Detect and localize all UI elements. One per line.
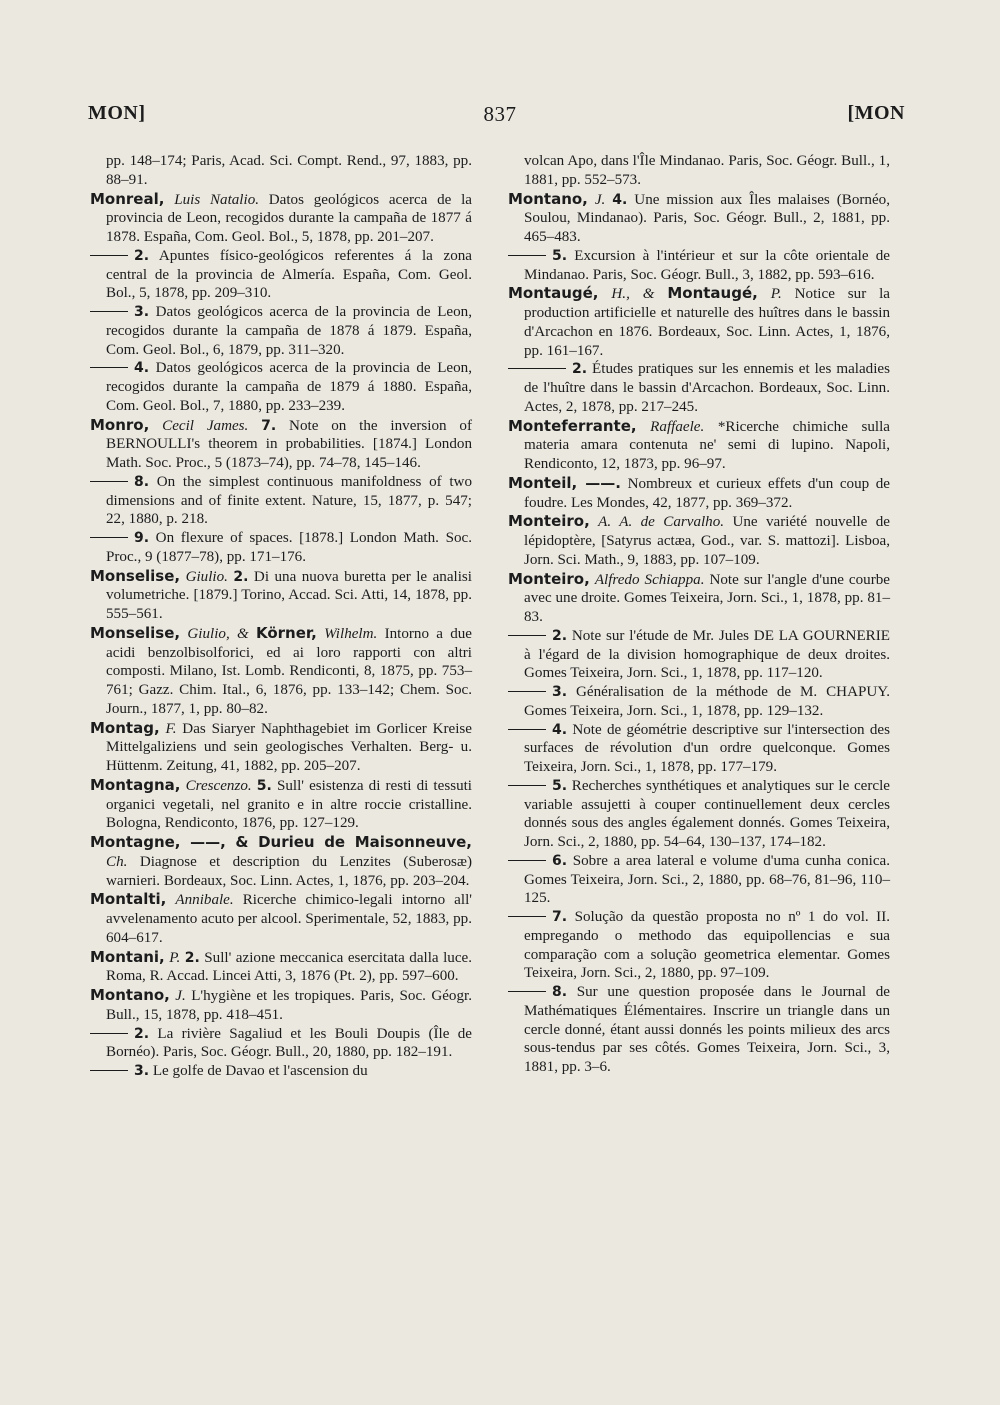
entry-text: Le golfe de Davao et l'ascension du — [149, 1063, 368, 1079]
entry-number: 2. — [552, 627, 568, 644]
bibliography-entry — [90, 152, 472, 190]
author-name: Montani, — [90, 947, 165, 966]
bibliography-entry — [508, 247, 890, 285]
author-given-name: P. — [169, 949, 181, 966]
author-given-name: Giulio, & — [187, 625, 256, 642]
entry-text: Datos geológicos acerca de la provincia de Leon, recogidos durante la campaña de 1877 á 1878. España, Com. Geol. Bol., 5, 1878, pp. 201–207. — [106, 191, 472, 245]
author-given-name: F. — [165, 720, 177, 737]
bibliography-entry — [508, 721, 890, 777]
bibliography-entry — [90, 624, 472, 719]
entry-number: 7. — [552, 909, 568, 925]
bibliography-entry — [508, 190, 890, 247]
entry-text: Solução da questão proposta no nº 1 do vol. II. empregando o methodo das equipollencias e sua comparação com a solução geometrica elementar. Gomes Teixeira, Jorn. Sci., 2, 1880, pp. 97–109. — [524, 909, 890, 982]
author-given-name: Cecil James. — [162, 417, 249, 434]
author-given-name: Raffaele. — [650, 418, 705, 435]
ditto-dash — [508, 785, 546, 786]
bibliography-entry — [90, 359, 472, 415]
entry-text: Généralisation de la méthode de M. CHAPUY. Gomes Teixeira, Jorn. Sci., 1, 1878, pp. 129–132. — [524, 684, 890, 719]
author-name: Monreal, — [90, 189, 165, 208]
entry-text: La rivière Sagaliud et les Bouli Doupis (Île de Bornéo). Paris, Soc. Géogr. Bull., 20, 1880, pp. 182–191. — [106, 1025, 472, 1061]
ditto-dash — [90, 311, 128, 312]
entry-number: 4. — [552, 721, 568, 738]
author-name: Monteiro, — [508, 569, 590, 588]
entry-text: Sull' azione meccanica esercitata dalla luce. Roma, R. Accad. Lincei Atti, 3, 1876 (Pt. 2), pp. 597–600. — [106, 949, 472, 985]
header-right: [MON — [847, 102, 905, 124]
entry-text: Intorno a due acidi benzolbisolforici, ed ai loro rapporti con altri composti. Milano, Ist. Lomb. Rendiconti, 8, 1875, pp. 753–761; Gazz. Chim. Ital., 6, 1876, pp. 133–142; Chem. Soc. Journ., 1877, 1, pp. 80–82. — [106, 625, 473, 717]
entry-text: Notice sur la production artificielle et naturelle des huîtres dans le bassin d'Arcachon en 1876. Bordeaux, Soc. Linn. Actes, 1, 1876, pp. 161–167. — [524, 286, 890, 359]
entry-text: Excursion à l'intérieur et sur la côte orientale de Mindanao. Paris, Soc. Géogr. Bull., 3, 1882, pp. 593–616. — [524, 247, 890, 283]
entry-number: 9. — [134, 530, 150, 546]
bibliography-entry — [90, 303, 472, 359]
bibliography-entry — [90, 986, 472, 1025]
bibliography-entry — [90, 948, 472, 987]
entry-text: Di una nuova buretta per le analisi volumetriche. [1879.] Torino, Accad. Sci. Atti, 14, 1878, pp. 555–561. — [106, 568, 472, 622]
entry-number: 5. — [552, 247, 568, 264]
ditto-dash — [508, 368, 566, 369]
author-name: Monselise, — [90, 623, 181, 642]
ditto-dash — [508, 860, 546, 861]
entry-text: L'hygiène et les tropiques. Paris, Soc. Géogr. Bull., 15, 1878, pp. 418–451. — [106, 988, 472, 1023]
ditto-dash — [90, 1070, 128, 1071]
ditto-dash — [508, 255, 546, 256]
author-name: Monteferrante, — [508, 416, 637, 435]
ditto-dash — [90, 481, 128, 482]
author-given-name: Alfredo Schiappa. — [594, 571, 705, 588]
second-author-name: Körner, — [255, 623, 317, 642]
author-name: Montagne, ——, & Durieu de Maisonneuve, — [90, 833, 472, 851]
entry-text: volcan Apo, dans l'Île Mindanao. Paris, Soc. Géogr. Bull., 1, 1881, pp. 552–573. — [524, 153, 890, 188]
author-given-name: J. — [594, 191, 606, 208]
author-given-name: H., & — [611, 286, 668, 303]
bibliography-entry — [90, 190, 472, 247]
entry-number: 2. — [134, 1025, 150, 1042]
entry-text: Note on the inversion of BERNOULLI's theorem in probabilities. [1874.] London Math. Soc. Proc., 5 (1873–74), pp. 74–78, 145–146. — [106, 417, 472, 471]
entry-number: 2. — [233, 568, 249, 585]
author-name: Montano, — [90, 986, 170, 1004]
bibliography-entry — [90, 890, 472, 947]
entry-text: Sull' esistenza di resti di tessuti organici vegetali, nel granito e in altre roccie cristalline. Bologna, Rendiconto, 1876, pp. 127–129. — [106, 777, 472, 832]
entry-number: 2. — [134, 247, 150, 264]
author-name: Montag, — [90, 718, 160, 737]
entry-text: Das Siaryer Naphthagebiet im Gorlicer Kreise Mittelgaliziens und sein geologisches Verhalten. Berg- u. Hüttenm. Zeitung, 41, 1882, pp. 205–207. — [106, 720, 472, 774]
author-name: Montalti, — [90, 890, 167, 909]
bibliography-entry — [90, 529, 472, 567]
header-left: MON] — [88, 102, 146, 124]
bibliography-entry — [90, 1062, 472, 1081]
entry-text: On flexure of spaces. [1878.] London Math. Soc. Proc., 9 (1877–78), pp. 171–176. — [106, 530, 472, 565]
entry-number: 4. — [612, 191, 628, 208]
author-given-name: Giulio. — [185, 568, 228, 585]
ditto-dash — [90, 537, 128, 538]
author-given-name: A. A. de Carvalho. — [598, 514, 725, 531]
second-author-name: Montaugé, — [667, 284, 758, 303]
bibliography-entry — [508, 627, 890, 683]
bibliography-entry — [508, 417, 890, 474]
author-given-name: Crescenzo. — [185, 777, 252, 794]
entry-text: Une mission aux Îles malaises (Bornéo, Soulou, Mindanao). Paris, Soc. Géogr. Bull., 2, 1881, pp. 465–483. — [524, 191, 890, 245]
bibliography-entry — [508, 683, 890, 721]
entry-text: *Ricerche chimiche sulla materia amara contenuta ne' semi di lupino. Napoli, Rendiconto, 12, 1873, pp. 96–97. — [524, 418, 890, 472]
entry-number: 4. — [134, 360, 150, 377]
entry-text: Ricerche chimico-legali intorno all' avvelenamento acuto per alcool. Sperimentale, 52, 1883, pp. 604–617. — [106, 892, 472, 946]
entry-text: Note sur l'angle d'une courbe avec une droite. Gomes Teixeira, Jorn. Sci., 1, 1878, pp. 81–83. — [524, 571, 891, 625]
bibliography-entry — [508, 908, 890, 983]
author-name: Monteiro, — [508, 512, 590, 531]
ditto-dash — [508, 991, 546, 992]
entry-number: 3. — [134, 1063, 150, 1079]
bibliography-entry — [508, 284, 890, 360]
entry-number: 2. — [184, 949, 200, 966]
page-number: 837 — [483, 102, 517, 126]
bibliography-entry — [508, 512, 890, 569]
entry-text: Une variété nouvelle de lépidoptère, [Satyrus actæa, God., var. S. mattozi]. Lisboa, Jorn. Sci. Math., 9, 1883, pp. 107–109. — [524, 514, 890, 568]
bibliography-entry — [90, 567, 472, 624]
second-author-given-name: P. — [770, 286, 782, 303]
author-given-name: J. — [175, 988, 186, 1004]
bibliography-entry — [90, 416, 472, 473]
entry-text: Datos geológicos acerca de la provincia de Leon, recogidos durante la campaña de 1878 á 1879. España, Com. Geol. Bol., 6, 1879, pp. 311–320. — [106, 304, 472, 358]
author-name: Montano, — [508, 189, 588, 208]
entry-text: Note sur l'étude de Mr. Jules DE LA GOURNERIE à l'égard de la division homographique de deux droites. Gomes Teixeira, Jorn. Sci., 1, 1878, pp. 117–120. — [524, 627, 890, 682]
bibliography-entry — [508, 570, 890, 627]
author-name: Monselise, — [90, 566, 181, 585]
ditto-dash — [90, 1033, 128, 1034]
entry-text: Diagnose et description du Lenzites (Suberosæ) warnieri. Bordeaux, Soc. Linn. Actes, 1, 1876, pp. 203–204. — [106, 853, 472, 889]
bibliography-entry — [508, 360, 890, 416]
entry-text: Sobre a area lateral e volume d'uma cunha conica. Gomes Teixeira, Jorn. Sci., 2, 1880, pp. 68–76, 81–96, 110–125. — [524, 852, 890, 907]
bibliography-entry — [90, 1025, 472, 1063]
author-given-name: Ch. — [106, 853, 128, 870]
ditto-dash — [90, 255, 128, 256]
bibliography-entry — [90, 719, 472, 776]
author-name: Montagna, — [90, 775, 181, 794]
entry-number: 2. — [572, 361, 588, 378]
second-author-given-name: Wilhelm. — [324, 625, 378, 642]
entry-number: 3. — [552, 684, 568, 700]
bibliography-entry — [508, 983, 890, 1077]
bibliography-entry — [508, 152, 890, 190]
author-name: Monteil, ——. — [508, 473, 621, 492]
bibliography-entry — [90, 247, 472, 303]
ditto-dash — [508, 635, 546, 636]
bibliography-entry — [90, 776, 472, 833]
entry-text: Datos geológicos acerca de la provincia de Leon, recogidos durante la campaña de 1879 á 1880. España, Com. Geol. Bol., 7, 1880, pp. 233–239. — [106, 360, 472, 414]
author-name: Monro, — [90, 415, 150, 434]
entry-number: 6. — [552, 852, 568, 869]
left-column — [90, 152, 472, 1081]
ditto-dash — [508, 729, 546, 730]
entry-text: Note de géométrie descriptive sur l'intersection des surfaces de révolution d'un ordre quelconque. Gomes Teixeira, Jorn. Sci., 1, 1878, pp. 177–179. — [524, 721, 890, 775]
entry-text: pp. 148–174; Paris, Acad. Sci. Compt. Rend., 97, 1883, pp. 88–91. — [106, 153, 472, 188]
entry-text: Recherches synthétiques et analytiques sur le cercle variable assujetti à couper continuellement deux cercles donnés sous des angles également donnés. Gomes Teixeira, Jorn. Sci., 2, 1880, pp. 54–64, 130–137, 174–182. — [524, 777, 890, 850]
entry-number: 8. — [134, 473, 150, 490]
entry-text: On the simplest continuous manifoldness of two dimensions and of finite extent. Nature, 15, 1877, p. 547; 22, 1880, p. 218. — [106, 473, 472, 528]
author-given-name: Annibale. — [175, 892, 234, 909]
entry-number: 5. — [256, 777, 272, 794]
entry-text: Sur une question proposée dans le Journal de Mathématiques Élémentaires. Inscrire un triangle dans un cercle donné, étant aussi donnés les points milieux des arcs sous-tendus par ses côtés. Gomes Teixeira, Jorn. Sci., 3, 1881, pp. 3–6. — [524, 984, 890, 1075]
right-column — [508, 152, 890, 1077]
entry-text: Études pratiques sur les ennemis et les maladies de l'huître dans le bassin d'Arcachon. Bordeaux, Soc. Linn. Actes, 2, 1878, pp. 217–245. — [524, 361, 890, 415]
entry-number: 3. — [134, 304, 150, 320]
ditto-dash — [508, 916, 546, 917]
author-name: Montaugé, — [508, 284, 599, 303]
bibliography-entry — [508, 474, 890, 513]
bibliography-entry — [90, 833, 472, 890]
author-given-name: Luis Natalio. — [174, 191, 260, 208]
entry-text: Apuntes físico-geológicos referentes á la zona central de la provincia de Almería. España, Com. Geol. Bol., 5, 1878, pp. 209–310. — [106, 247, 472, 302]
entry-number: 7. — [261, 417, 277, 434]
ditto-dash — [90, 367, 128, 368]
ditto-dash — [508, 691, 546, 692]
bibliography-entry — [90, 473, 472, 529]
entry-number: 5. — [552, 777, 568, 794]
entry-number: 8. — [552, 984, 568, 1000]
bibliography-entry — [508, 852, 890, 908]
entry-text: Nombreux et curieux effets d'un coup de foudre. Les Mondes, 42, 1877, pp. 369–372. — [524, 475, 891, 511]
bibliography-entry — [508, 777, 890, 852]
